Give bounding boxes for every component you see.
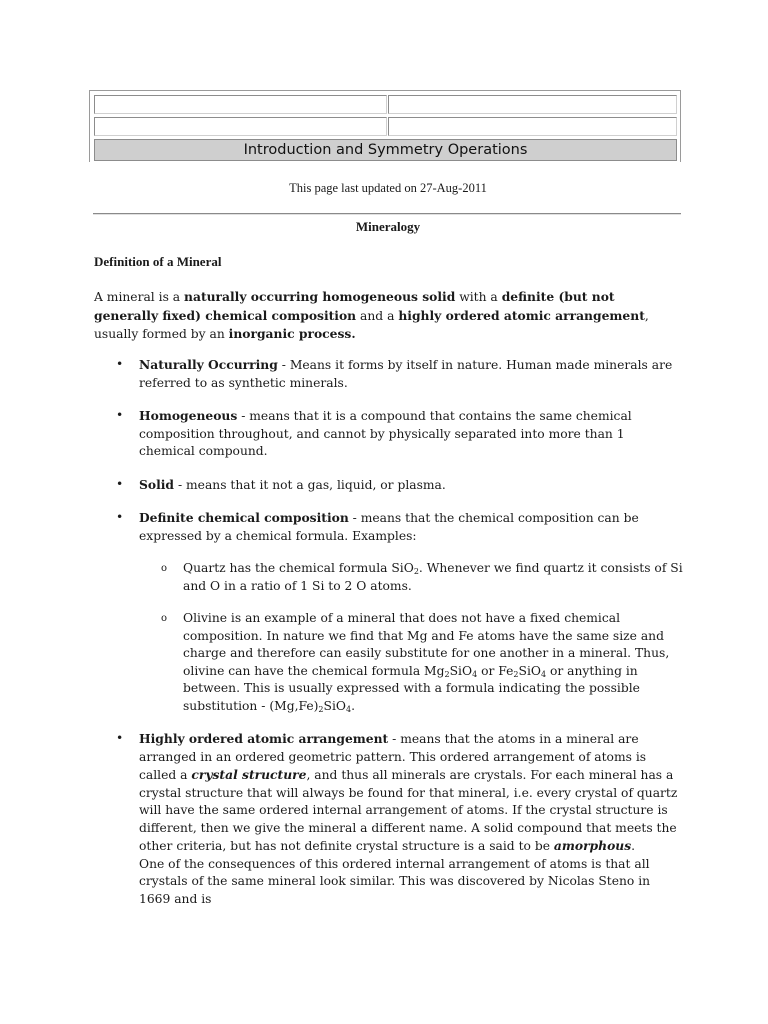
divider — [93, 213, 681, 215]
term-description: - Means it forms by itself in nature. Human made minerals are referred to as synthetic minerals. — [139, 358, 673, 390]
example-text: SiO — [323, 698, 346, 713]
subscript: 2 — [513, 669, 519, 679]
example-text: Olivine is an example of a mineral that does not have a fixed chemical composition. In nature we find that Mg and Fe atoms have the same size and charge and therefore can easily substitute for one another in a mineral. Thus, olivine can have the chemical formula Mg — [183, 611, 670, 678]
intro-text: A mineral is a — [94, 290, 185, 304]
example-quartz — [139, 560, 684, 595]
definition-list — [94, 356, 684, 923]
term-description: - means that it is a compound that contains the same chemical composition throughout, and cannot by physically separated into more than 1 chemical compound. — [139, 409, 632, 458]
term-description: - means that the atoms in a mineral are arranged in an ordered geometric pattern. This ordered arrangement of atoms is called a — [139, 732, 647, 782]
example-text: Quartz has the chemical formula SiO — [183, 561, 414, 575]
section-title: Mineralogy — [355, 219, 421, 234]
list-item-naturally-occurring — [94, 356, 684, 392]
term-description: . — [631, 839, 636, 853]
subscript: 2 — [318, 704, 324, 714]
term-description: - means that the chemical composition can be expressed by a chemical formula. Examples: — [139, 511, 639, 543]
intro-text: , usually formed by an — [94, 308, 649, 341]
term: Definite chemical composition — [139, 510, 349, 525]
term: Highly ordered atomic arrangement — [139, 731, 389, 746]
example-text: . Whenever we find quartz it consists of Si and O in a ratio of 1 Si to 2 O atoms. — [183, 561, 683, 593]
last-updated: This page last updated on 27-Aug-2011 — [289, 181, 487, 195]
example-olivine — [139, 610, 684, 715]
example-text: . — [351, 698, 355, 713]
subscript: 2 — [444, 669, 450, 679]
subscript: 4 — [345, 704, 352, 714]
example-text: SiO — [518, 663, 541, 678]
intro-bold: highly ordered atomic arrangement — [398, 307, 645, 323]
subscript: 2 — [413, 567, 419, 576]
intro-text: with a — [455, 290, 502, 304]
example-text: or Fe — [477, 663, 514, 678]
term: Naturally Occurring — [139, 357, 278, 372]
subscript: 4 — [540, 669, 547, 679]
intro-text: and a — [356, 308, 399, 323]
header-cell-1 — [94, 95, 387, 114]
page-title: Introduction and Symmetry Operations — [94, 139, 677, 161]
emphasis: amorphous — [553, 838, 632, 853]
header-cell-4 — [388, 117, 677, 136]
example-list — [139, 560, 684, 715]
list-item-ordered-arrangement — [94, 730, 684, 908]
emphasis: crystal structure — [191, 767, 307, 782]
header-table — [89, 90, 681, 162]
header-cell-3 — [94, 117, 387, 136]
list-item-solid — [94, 476, 684, 495]
example-text: or anything in between. This is usually expressed with a formula indicating the possible substitution - (Mg,Fe) — [183, 663, 640, 713]
term: Solid — [139, 476, 175, 492]
intro-bold: inorganic process. — [228, 326, 356, 341]
term: Homogeneous — [139, 408, 238, 423]
list-item-homogeneous — [94, 407, 684, 461]
header-cell-2 — [388, 95, 677, 114]
intro-bold: naturally occurring homogeneous solid — [184, 289, 456, 304]
example-text: SiO — [449, 663, 473, 678]
intro-bold: definite (but not generally fixed) chemical composition — [94, 289, 615, 323]
term-description: , and thus all minerals are crystals. For each mineral has a crystal structure that will always be found for that mineral, i.e. every crystal of quartz will have the same ordered internal arrangement of atoms. If the crystal structure is different, then we give the mineral a different name. A solid compound that meets the other criteria, but has not definite crystal structure is a said to be — [139, 768, 678, 853]
intro-paragraph — [94, 288, 674, 344]
term-description: - means that it not a gas, liquid, or plasma. — [174, 477, 446, 492]
list-item-definite-composition — [94, 509, 684, 715]
term-paragraph: One of the consequences of this ordered internal arrangement of atoms is that all crystals of the same mineral look similar. This was discovered by Nicolas Steno in 1669 and is — [139, 856, 651, 906]
definition-heading: Definition of a Mineral — [94, 254, 222, 269]
subscript: 4 — [472, 669, 478, 679]
